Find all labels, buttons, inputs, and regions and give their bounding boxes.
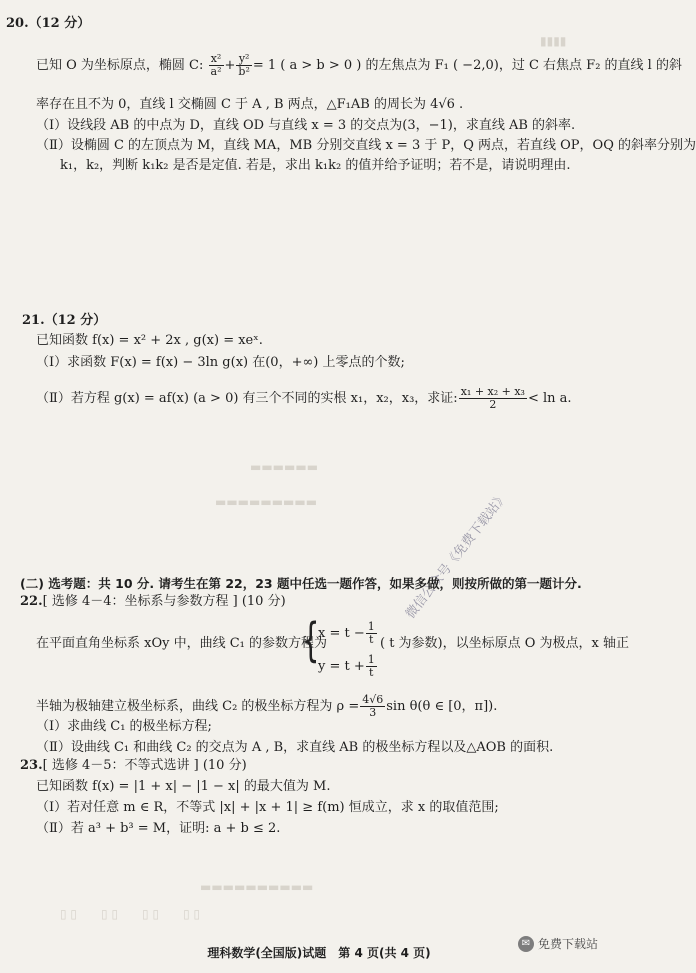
bleed-through-mark: ▬▬▬▬▬▬▬▬▬▬ — [200, 880, 314, 894]
q22-part2: （Ⅱ）设曲线 C₁ 和曲线 C₂ 的交点为 A , B，求直线 AB 的极坐标方程以及△AOB 的面积. — [36, 740, 554, 755]
page-footer: 理科数学(全国版)试题 第 4 页(共 4 页) — [207, 946, 431, 960]
q20-number: 20.（12 分） — [6, 16, 91, 31]
q20-line2: 率存在且不为 0，直线 l 交椭圆 C 于 A , B 两点，△F₁AB 的周长为 4√6 . — [36, 97, 464, 112]
q22-line2: 半轴为极轴建立极坐标系，曲线 C₂ 的极坐标方程为 ρ = $\frac{4√6}{3}$ sin θ(θ ∈ [0，π]). — [36, 693, 498, 719]
q23-title: 23.[ 选修 4－5：不等式选讲 ] (10 分) — [20, 758, 247, 773]
q20-line1: 已知 O 为坐标原点，椭圆 C: $\frac{\text{x²}}{\text{a²}}$ + $\frac{\text{y²}}{\text{b²}}$ = 1 ( a > b > 0 ) 的左焦点为 F₁ ( −2,0)，过 C 右焦点 F₂ 的直线 l 的斜 — [36, 52, 682, 78]
left-brace: { — [301, 613, 320, 667]
q22-part1: （Ⅰ）求曲线 C₁ 的极坐标方程; — [36, 719, 212, 734]
q20-part1: （Ⅰ）设线段 AB 的中点为 D，直线 OD 与直线 x = 3 的交点为(3，−1)，求直线 AB 的斜率. — [36, 118, 576, 133]
param-eq-y: y = t + $\frac{1}{t}$ — [318, 653, 375, 679]
wechat-logo — [518, 935, 598, 952]
watermark-text: 微信公众号《免费下载站》 — [403, 489, 512, 622]
q22-line1: 在平面直角坐标系 xOy 中，曲线 C₁ 的参数方程为 — [36, 636, 328, 651]
q23-part2: （Ⅱ）若 a³ + b³ = M，证明: a + b ≤ 2. — [36, 821, 281, 836]
q23-line1: 已知函数 f(x) = |1 + x| − |1 − x| 的最大值为 M. — [36, 779, 331, 794]
q21-part2: （Ⅱ）若方程 g(x) = af(x) (a > 0) 有三个不同的实根 x₁，x₂，x₃，求证: $\frac{\text{x₁ + x₂ + x₃}}{2}$ < ln a. — [36, 385, 572, 411]
fraction: $\frac{\text{x₁ + x₂ + x₃}}{2}$ — [460, 385, 525, 411]
q21-number: 21.（12 分） — [22, 313, 107, 328]
bleed-through-mark: ▬▬▬▬▬▬▬▬▬ — [215, 495, 318, 509]
bleed-through-mark: ▯ ▯ ▯ ▯ ▯ ▯ ▯ ▯ — [60, 907, 201, 921]
bleed-through-mark: ▮▮▮▮ — [540, 34, 567, 48]
q20-part2-cont: k₁，k₂，判断 k₁k₂ 是否是定值. 若是，求出 k₁k₂ 的值并给予证明；若不是，请说明理由. — [60, 158, 571, 173]
q21-part1: （Ⅰ）求函数 F(x) = f(x) − 3ln g(x) 在(0，+∞) 上零点的个数; — [36, 355, 405, 370]
q22-title: 22.[ 选修 4－4：坐标系与参数方程 ] (10 分) — [20, 594, 286, 609]
section-header: (二) 选考题：共 10 分. 请考生在第 22，23 题中任选一题作答，如果多做，则按所做的第一题计分. — [20, 576, 582, 591]
bleed-through-mark: ▬▬▬▬▬▬ — [250, 460, 319, 474]
q21-line1: 已知函数 f(x) = x² + 2x , g(x) = xeˣ. — [36, 333, 263, 348]
q22-line1-cont: ( t 为参数)，以坐标原点 O 为极点，x 轴正 — [380, 636, 630, 651]
fraction: $\frac{4√6}{3}$ — [362, 693, 384, 719]
q20-part2: （Ⅱ）设椭圆 C 的左顶点为 M，直线 MA，MB 分别交直线 x = 3 于 P，Q 两点，若直线 OP，OQ 的斜率分别为 — [36, 138, 696, 153]
q23-part1: （Ⅰ）若对任意 m ∈ R，不等式 |x| + |x + 1| ≥ f(m) 恒成立，求 x 的取值范围; — [36, 800, 499, 815]
wechat-icon: ✉ — [518, 936, 534, 952]
fraction: $\frac{\text{y²}}{\text{b²}}$ — [238, 52, 250, 78]
param-eq-x: x = t − $\frac{1}{t}$ — [318, 620, 375, 646]
fraction: $\frac{\text{x²}}{\text{a²}}$ — [210, 52, 222, 78]
logo-text: 免费下载站 — [538, 937, 599, 951]
